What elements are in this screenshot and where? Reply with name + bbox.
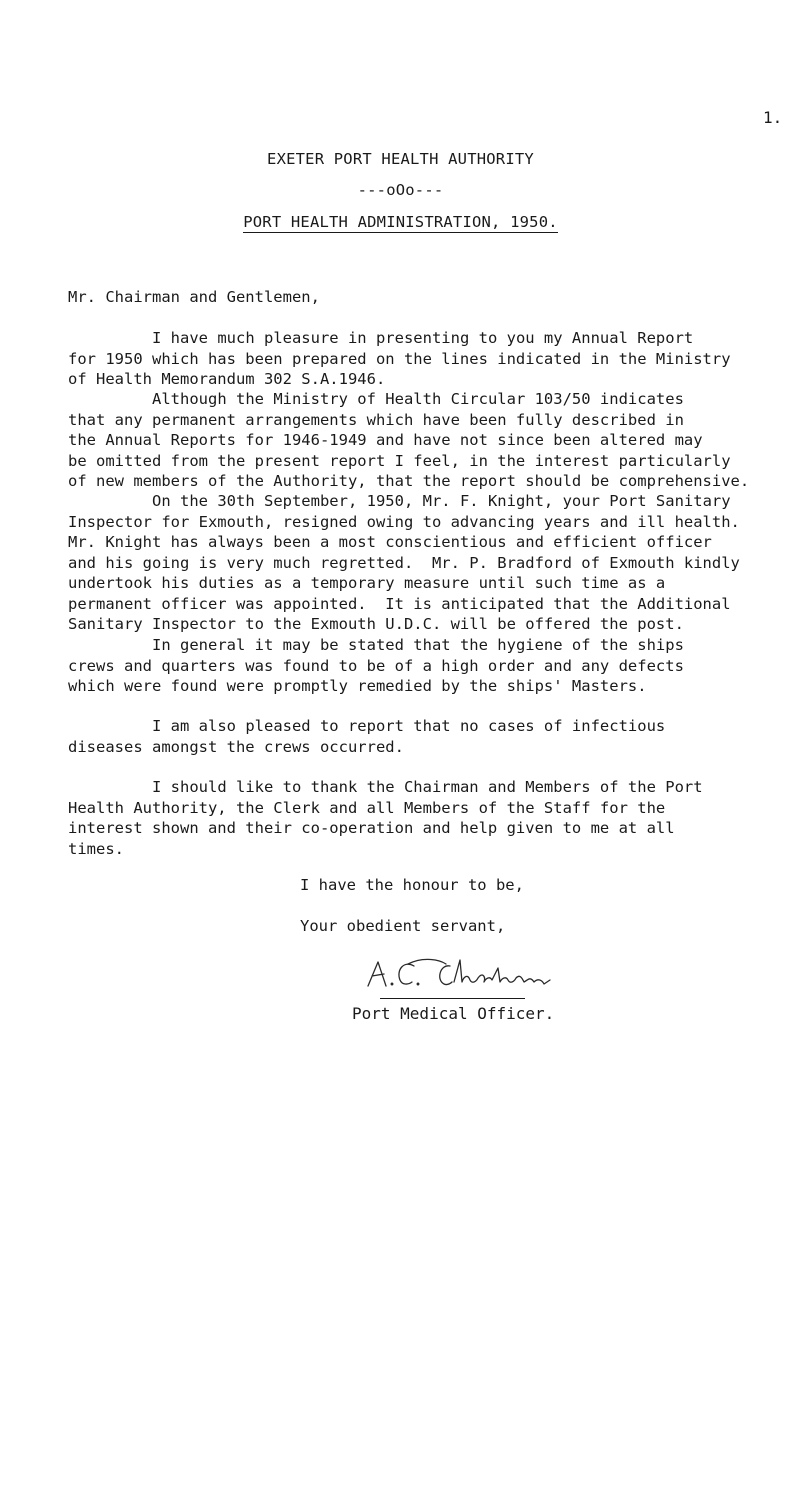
officer-title: Port Medical Officer. [352,1004,555,1023]
paragraph-annual-report: I have much pleasure in presenting to you my Annual Report for 1950 which has been prepared on the lines indicated in the Ministry of Health Memorandum 302 S.A.1946. [68,329,731,388]
title-separator: ---oOo--- [357,181,444,199]
closing-servant: Your obedient servant, [300,917,506,935]
paragraph-thanks: I should like to thank the Chairman and Members of the Port Health Authority, the Clerk and all Members of the Staff for the interest shown and their co-operation and help given to me at all times. [68,778,703,858]
closing-honour: I have the honour to be, [300,876,524,894]
paragraph-hygiene: In general it may be stated that the hygiene of the ships crews and quarters was found to be of a high order and any defects which were found were promptly remedied by the ships' Masters. [68,636,684,695]
salutation: Mr. Chairman and Gentlemen, [68,288,320,306]
document-title: EXETER PORT HEALTH AUTHORITY [267,150,534,168]
signature-line [380,998,525,999]
subtitle-text: PORT HEALTH ADMINISTRATION, 1950. [243,213,558,231]
paragraph-infectious-diseases: I am also pleased to report that no cases of infectious diseases amongst the crews occurred. [68,717,666,756]
document-subtitle [0,213,801,231]
paragraph-inspector-resignation: On the 30th September, 1950, Mr. F. Knight, your Port Sanitary Inspector for Exmouth, resigned owing to advancing years and ill health. Mr. Knight has always been a most conscientious and efficient officer and his going is very much regretted. Mr. P. Bradford of Exmouth kindly undertook his duties as a temporary measure until such time as a permanent officer was appointed. It is anticipated that the Additional Sanitary Inspector to the Exmouth U.D.C. will be offered the post. [68,492,740,633]
page-number: 1. [763,108,783,127]
paragraph-ministry-circular: Although the Ministry of Health Circular 103/50 indicates that any permanent arrangements which have been fully described in the Annual Reports for 1946-1949 and have not since been altered may be omitted from the present report I feel, in the interest particularly of new members of the Authority, that the report should be comprehensive. [68,390,750,490]
handwritten-signature [364,952,564,994]
